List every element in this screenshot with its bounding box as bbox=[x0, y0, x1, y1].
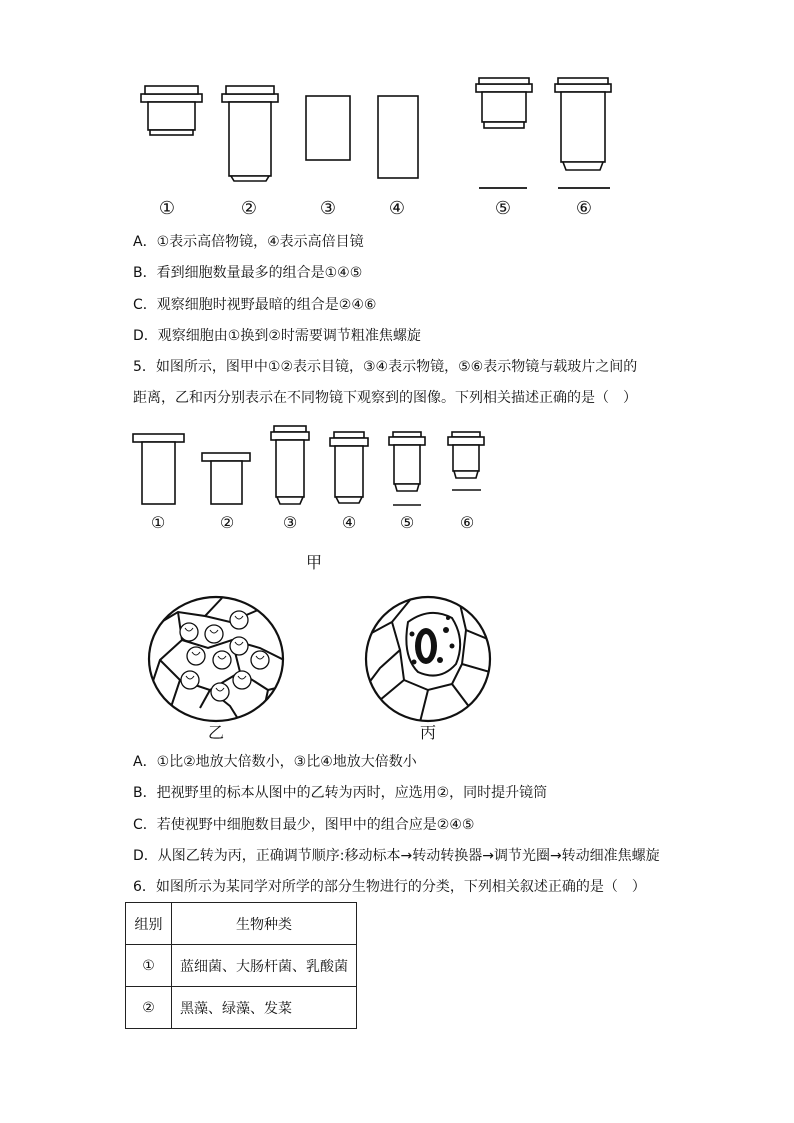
fig-jia-label-5: ⑤ bbox=[399, 513, 415, 532]
fig-jia-label-6: ⑥ bbox=[459, 513, 475, 532]
q5-stem-line2: 距离，乙和丙分别表示在不同物镜下观察到的图像。下列相关描述正确的是（ ） bbox=[133, 390, 637, 406]
q5-option-c: C．若使视野中细胞数目最少，图甲中的组合应是②④⑤ bbox=[133, 817, 475, 833]
q4-option-b: B．看到细胞数量最多的组合是①④⑤ bbox=[133, 265, 363, 281]
fig-jia-label-2: ② bbox=[219, 513, 235, 532]
fig-jia-caption: 甲 bbox=[306, 553, 323, 572]
fig1-label-2: ② bbox=[240, 198, 258, 219]
fig1-label-5: ⑤ bbox=[494, 198, 512, 219]
table-cell-group: ② bbox=[126, 987, 172, 1029]
q5-option-a: A．①比②地放大倍数小，③比④地放大倍数小 bbox=[133, 754, 417, 770]
fig-jia-label-4: ④ bbox=[341, 513, 357, 532]
q4-option-c: C．观察细胞时视野最暗的组合是②④⑥ bbox=[133, 297, 377, 313]
fig-jia-label-3: ③ bbox=[282, 513, 298, 532]
q5-stem-line1: 5．如图所示，图甲中①②表示目镜，③④表示物镜，⑤⑥表示物镜与载玻片之间的 bbox=[133, 359, 638, 375]
q5-option-d: D．从图乙转为丙，正确调节顺序:移动标本→转动转换器→调节光圈→转动细准焦螺旋 bbox=[133, 848, 660, 864]
table-row bbox=[126, 945, 357, 987]
fig1-label-1: ① bbox=[158, 198, 176, 219]
q6-stem: 6．如图所示为某同学对所学的部分生物进行的分类，下列相关叙述正确的是（ ） bbox=[133, 879, 646, 895]
fig1-label-6: ⑥ bbox=[575, 198, 593, 219]
table-header-species: 生物种类 bbox=[172, 903, 357, 945]
table-cell-species: 蓝细菌、大肠杆菌、乳酸菌 bbox=[172, 945, 357, 987]
fig-jia-label-1: ① bbox=[150, 513, 166, 532]
fig1-label-4: ④ bbox=[388, 198, 406, 219]
classification-table bbox=[125, 902, 357, 1029]
fig-yi-caption: 乙 bbox=[208, 723, 225, 742]
q4-option-a: A．①表示高倍物镜，④表示高倍目镜 bbox=[133, 234, 364, 250]
table-header-group: 组别 bbox=[126, 903, 172, 945]
table-cell-group: ① bbox=[126, 945, 172, 987]
q4-option-d: D．观察细胞由①换到②时需要调节粗准焦螺旋 bbox=[133, 328, 421, 344]
fig-bing-caption: 丙 bbox=[420, 723, 437, 742]
table-cell-species: 黑藻、绿藻、发菜 bbox=[172, 987, 357, 1029]
fig1-label-3: ③ bbox=[319, 198, 337, 219]
q5-option-b: B．把视野里的标本从图中的乙转为丙时，应选用②，同时提升镜筒 bbox=[133, 785, 548, 801]
table-header-row bbox=[126, 903, 357, 945]
table-row bbox=[126, 987, 357, 1029]
